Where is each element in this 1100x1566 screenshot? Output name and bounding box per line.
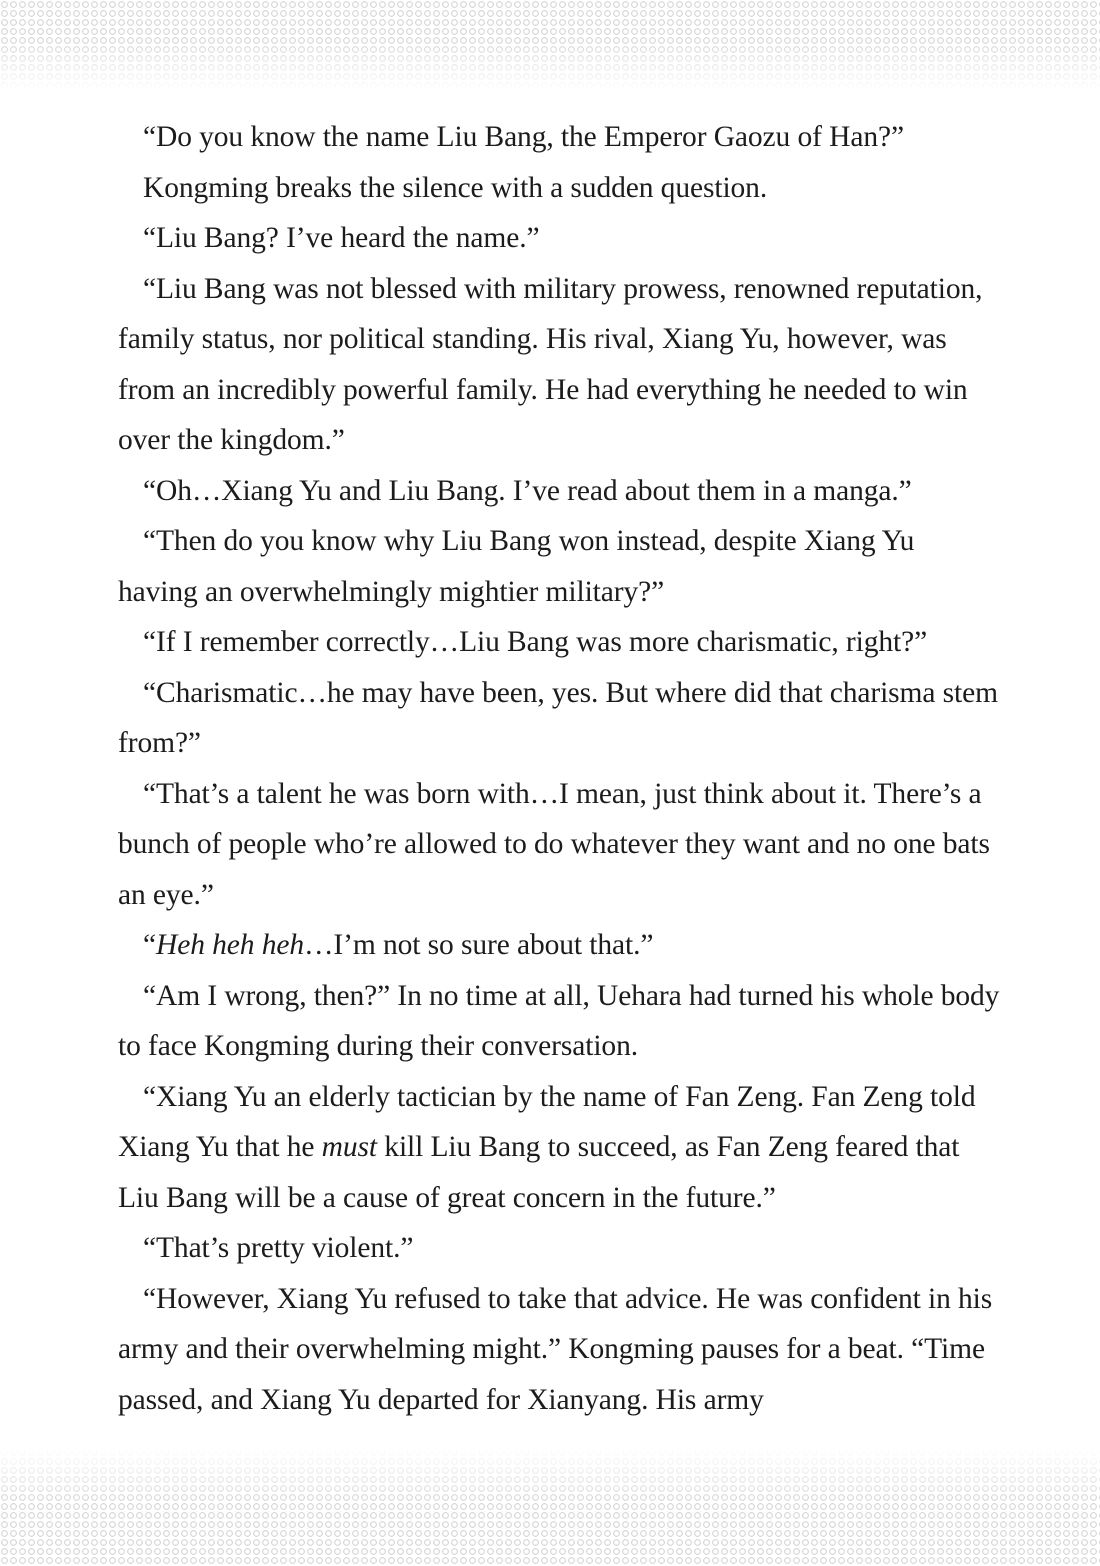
text-run: kill Liu Bang to succeed, as Fan Zeng feared that Liu Bang will be a cause of great concern in the future.” [118, 1131, 960, 1214]
paragraph [118, 920, 1004, 971]
paragraph: “If I remember correctly…Liu Bang was more charismatic, right?” [143, 626, 928, 658]
paragraph: “Liu Bang? I’ve heard the name.” [143, 222, 540, 254]
paragraph: “That’s pretty violent.” [143, 1232, 414, 1264]
top-pattern-band [0, 0, 1100, 92]
text-run: “ [143, 929, 156, 961]
page-text [118, 112, 1004, 1425]
paragraph: “However, Xiang Yu refused to take that advice. He was confident in his army and their overwhelming might.” Kongming pauses for a beat. “Time passed, and Xiang Yu departed for Xianyang. His army [118, 1282, 993, 1416]
paragraph: “Am I wrong, then?” In no time at all, Uehara had turned his whole body to face Kongming during their conversation. [118, 979, 1000, 1062]
bottom-pattern-band [0, 1448, 1100, 1566]
italic-text: Heh heh heh [156, 929, 304, 961]
paragraph: “Then do you know why Liu Bang won instead, despite Xiang Yu having an overwhelmingly mightier military?” [118, 525, 915, 608]
italic-text: must [321, 1131, 378, 1163]
text-run: “Xiang Yu an elderly tactician by the name of Fan Zeng. Fan Zeng told Xiang Yu that he [118, 1080, 976, 1163]
paragraph: “Do you know the name Liu Bang, the Emperor Gaozu of Han?” [143, 121, 904, 153]
paragraph [118, 1072, 1004, 1224]
text-run: …I’m not so sure about that.” [304, 929, 654, 961]
paragraph: “Charismatic…he may have been, yes. But where did that charisma stem from?” [118, 676, 998, 759]
paragraph: “Oh…Xiang Yu and Liu Bang. I’ve read about them in a manga.” [143, 474, 912, 507]
paragraph: Kongming breaks the silence with a sudden question. [143, 171, 768, 204]
paragraph: “Liu Bang was not blessed with military prowess, renowned reputation, family status, nor political standing. His rival, Xiang Yu, however, was from an incredibly powerful family. He had everything he needed to win over the kingdom.” [118, 272, 983, 456]
paragraph: “That’s a talent he was born with…I mean, just think about it. There’s a bunch of people who’re allowed to do whatever they want and no one bats an eye.” [118, 777, 990, 911]
